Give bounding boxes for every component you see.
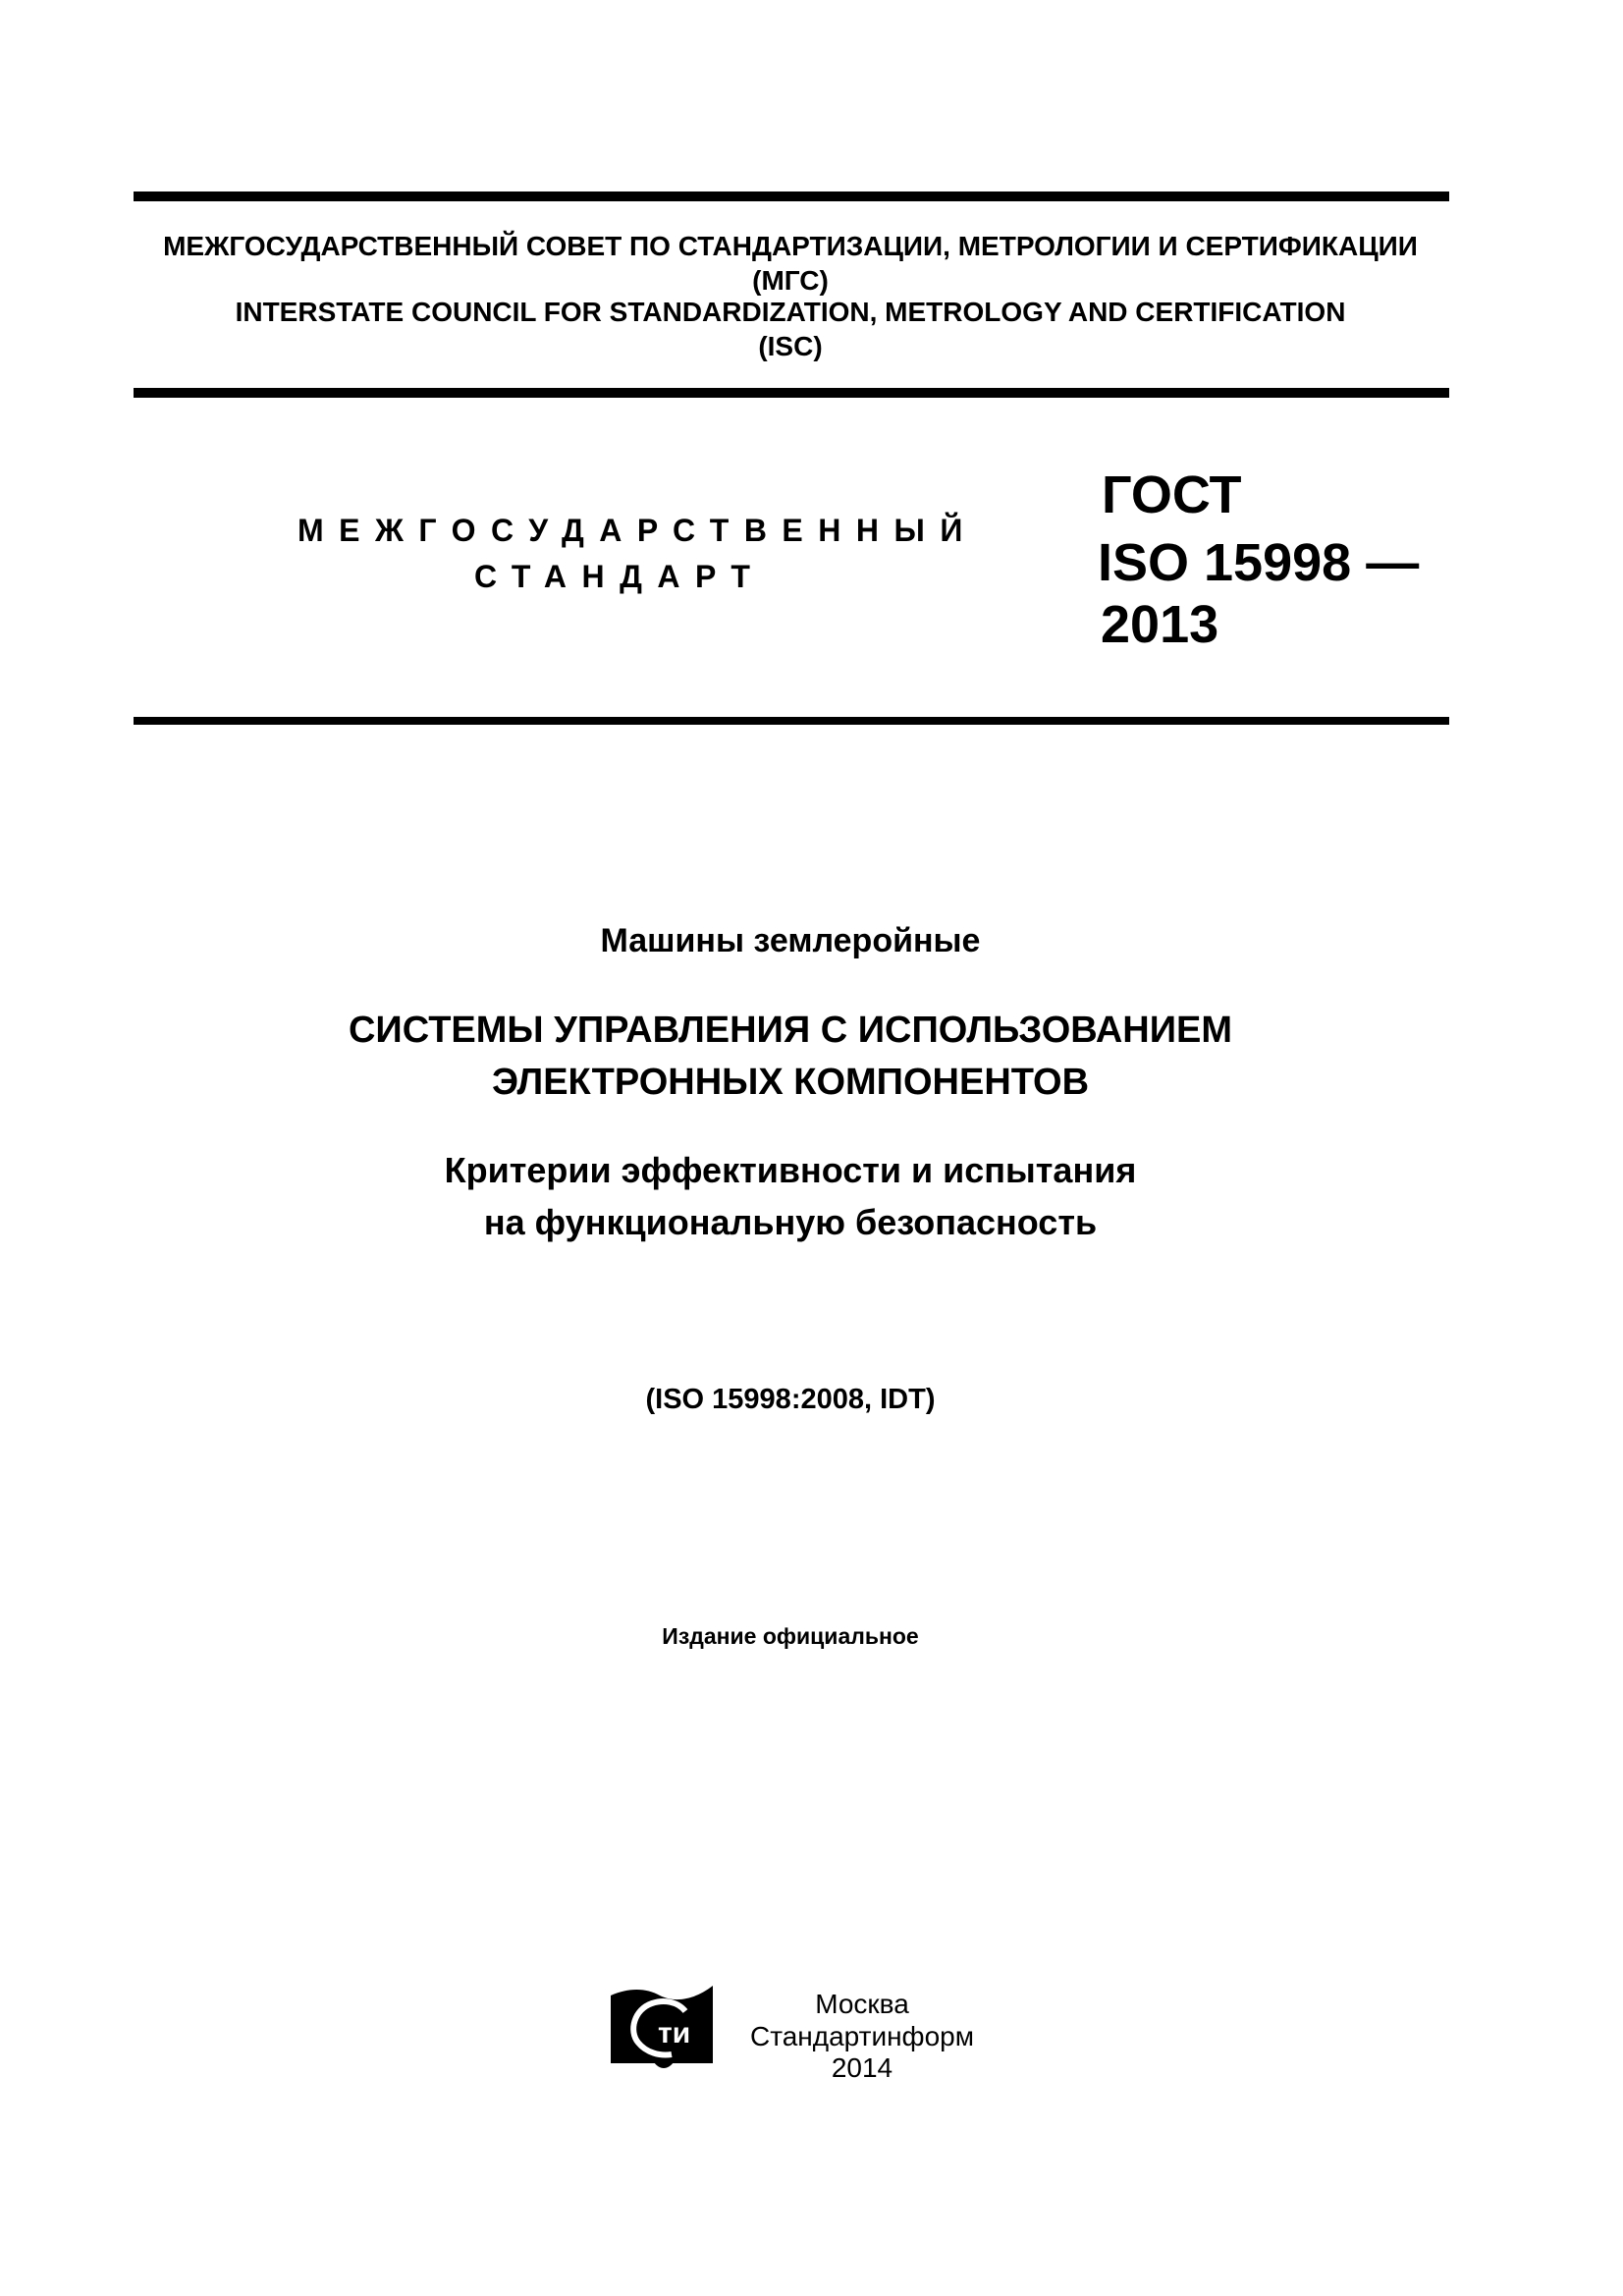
title-main-line1: СИСТЕМЫ УПРАВЛЕНИЯ С ИСПОЛЬЗОВАНИЕМ: [348, 1010, 1233, 1051]
top-rule: [134, 191, 1449, 201]
publisher-name: Стандартинформ: [750, 2021, 974, 2051]
header-bottom-rule: [134, 388, 1449, 398]
publisher-year: 2014: [831, 2052, 893, 2083]
publisher-city: Москва: [815, 1989, 909, 2019]
title-sub-line1: Критерии эффективности и испытания: [444, 1150, 1137, 1190]
designation-bottom-rule: [134, 717, 1449, 725]
title-sub-line2: на функциональную безопасность: [483, 1202, 1098, 1242]
edition-label: Издание официальное: [662, 1623, 919, 1649]
designation-year: 2013: [1101, 595, 1219, 654]
standard-type-line2: СТАНДАРТ: [474, 559, 766, 594]
title-subject: Машины землеройные: [600, 922, 981, 959]
designation-gost: ГОСТ: [1102, 465, 1242, 524]
iso-reference: (ISO 15998:2008, IDT): [645, 1384, 936, 1415]
council-name-ru: МЕЖГОСУДАРСТВЕННЫЙ СОВЕТ ПО СТАНДАРТИЗАЦИИ, МЕТРОЛОГИИ И СЕРТИФИКАЦИИ: [163, 231, 1418, 261]
svg-text:ти: ти: [658, 2017, 691, 2050]
council-name-en: INTERSTATE COUNCIL FOR STANDARDIZATION, METROLOGY AND CERTIFICATION: [235, 297, 1346, 327]
title-main-line2: ЭЛЕКТРОННЫХ КОМПОНЕНТОВ: [491, 1062, 1090, 1103]
standard-type-line1: МЕЖГОСУДАРСТВЕННЫЙ: [298, 513, 978, 548]
council-abbr-ru: (МГС): [752, 265, 829, 296]
council-abbr-en: (ISC): [758, 331, 823, 361]
standartinform-logo-icon: [609, 1982, 717, 2070]
designation-iso-number: ISO 15998 —: [1098, 533, 1420, 592]
